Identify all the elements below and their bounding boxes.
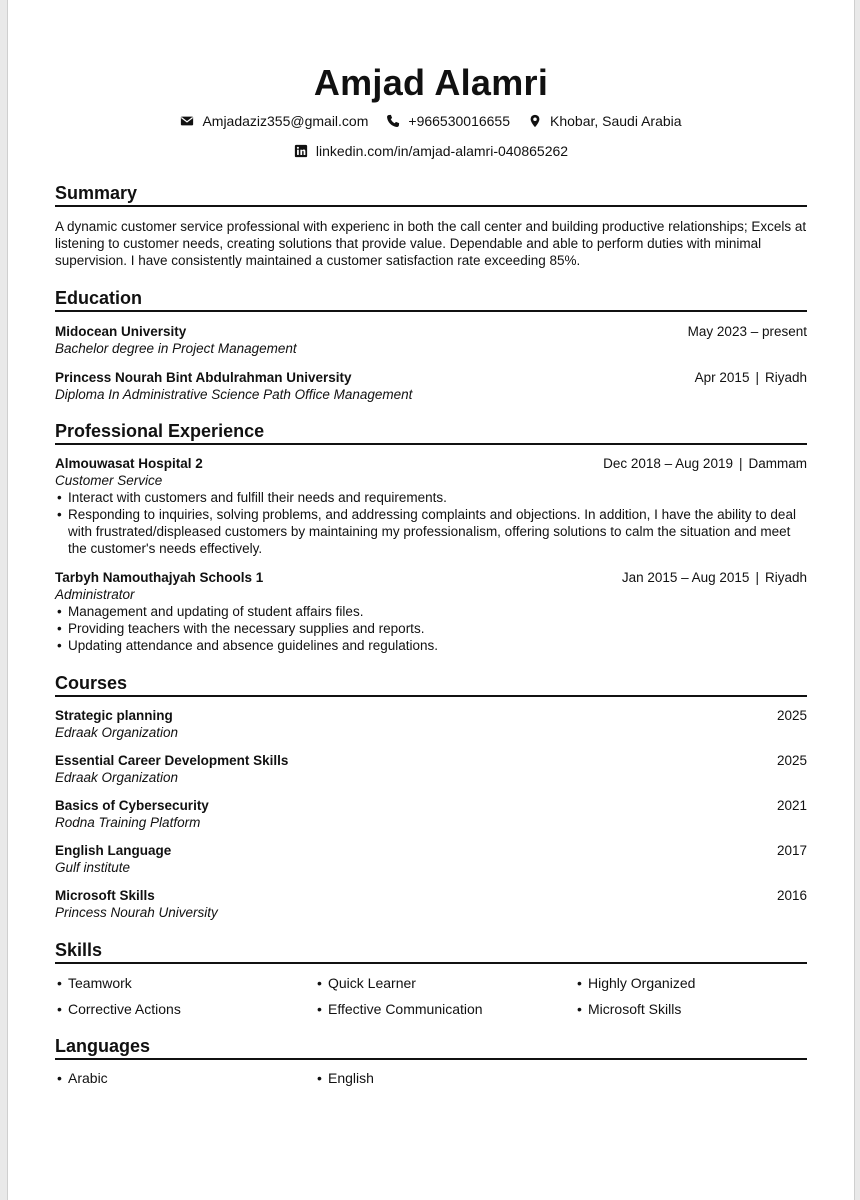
resume-page xyxy=(7,0,855,1200)
experience-bullet: • Management and updating of student affairs files. xyxy=(55,603,807,620)
contact-row xyxy=(55,113,807,129)
experience-date: Jan 2015 – Aug 2015 xyxy=(621,570,750,585)
languages-title: Languages xyxy=(55,1036,807,1060)
course-year: 2016 xyxy=(776,888,807,903)
course-name: Strategic planning xyxy=(55,708,173,723)
phone-text: +966530016655 xyxy=(408,113,510,129)
course-name: Microsoft Skills xyxy=(55,888,155,903)
experience-role: Administrator xyxy=(55,587,135,602)
experience-role: Customer Service xyxy=(55,473,163,488)
course-org: Edraak Organization xyxy=(55,770,179,785)
linkedin-icon xyxy=(294,144,308,158)
education-school: Midocean University xyxy=(55,324,187,339)
envelope-icon xyxy=(180,114,194,128)
course-name: Basics of Cybersecurity xyxy=(55,798,209,813)
skill-item: • Corrective Actions xyxy=(55,1001,181,1017)
contact-location xyxy=(528,113,682,129)
experience-org: Tarbyh Namouthajyah Schools 1 xyxy=(55,570,264,585)
course-entry xyxy=(55,797,807,831)
skill-item: • Quick Learner xyxy=(315,975,416,991)
education-entry-2: Princess Nourah Bint Abdulrahman University Apr 2015 | Riyadh Diploma In Administrative Science Path Office Management xyxy=(55,370,807,402)
contact-phone[interactable] xyxy=(386,113,510,129)
course-org: Princess Nourah University xyxy=(55,905,218,920)
education-degree: Diploma In Administrative Science Path Office Management xyxy=(55,387,413,402)
experience-bullet: • Updating attendance and absence guidelines and regulations. xyxy=(55,637,807,654)
experience-org: Almouwasat Hospital 2 xyxy=(55,456,203,471)
experience-entry-2: Tarbyh Namouthajyah Schools 1 Jan 2015 – Aug 2015 | Riyadh Administrator • Management and updating of student affairs files. • Providing teachers with the necessary supplies and reports. • Updating attendance and absence guidelines and regulations. xyxy=(55,569,807,654)
course-entry xyxy=(55,842,807,876)
education-place: Riyadh xyxy=(764,370,807,385)
language-item: • Arabic xyxy=(55,1070,108,1086)
contact-row-2 xyxy=(55,143,807,159)
course-name: Essential Career Development Skills xyxy=(55,753,289,768)
education-date: May 2023 – present xyxy=(687,324,807,339)
education-degree: Bachelor degree in Project Management xyxy=(55,341,297,356)
course-entry xyxy=(55,707,807,741)
linkedin-text: linkedin.com/in/amjad-alamri-040865262 xyxy=(315,143,569,159)
map-pin-icon xyxy=(528,114,542,128)
course-year: 2025 xyxy=(776,708,807,723)
course-year: 2025 xyxy=(776,753,807,768)
education-entry-1 xyxy=(55,323,807,357)
email-text: Amjadaziz355@gmail.com xyxy=(202,113,369,129)
education-school: Princess Nourah Bint Abdulrahman University xyxy=(55,370,352,385)
course-org: Edraak Organization xyxy=(55,725,179,740)
course-entry xyxy=(55,752,807,786)
skill-item: • Teamwork xyxy=(55,975,132,991)
course-year: 2017 xyxy=(776,843,807,858)
skill-item: • Effective Communication xyxy=(315,1001,483,1017)
experience-place: Dammam xyxy=(748,456,807,471)
experience-bullet: • Providing teachers with the necessary supplies and reports. xyxy=(55,620,807,637)
experience-entry-1: Almouwasat Hospital 2 Dec 2018 – Aug 2019 | Dammam Customer Service • Interact with customers and fulfill their needs and requirements. • Responding to inquiries, solving problems, and addressing complaints and objections. In addition, I have the ability to deal with frustrated/displeased customers by maintaining my professionalism, offering solutions to calm the situation and meet the customer's needs effectively. xyxy=(55,455,807,557)
experience-bullet: • Responding to inquiries, solving problems, and addressing complaints and objections. In addition, I have the ability to deal with frustrated/displeased customers by maintaining my professionalism, offering solutions to calm the situation and meet the customer's needs effectively. xyxy=(55,506,807,557)
contact-linkedin[interactable] xyxy=(294,143,568,159)
language-item: • English xyxy=(315,1070,374,1086)
course-name: English Language xyxy=(55,843,172,858)
phone-icon xyxy=(386,114,400,128)
experience-date: Dec 2018 – Aug 2019 xyxy=(603,456,733,471)
education-title: Education xyxy=(55,288,807,312)
course-year: 2021 xyxy=(776,798,807,813)
courses-title: Courses xyxy=(55,673,807,697)
skill-item: • Highly Organized xyxy=(575,975,695,991)
contact-email[interactable] xyxy=(180,113,368,129)
summary-text: A dynamic customer service professional with experienc in both the call center and building productive relationships; Excels at listening to customer needs, creating solutions that provide value. Dependable and able to perform duties with minimal supervision. I have consistently maintained a customer satisfaction rate exceeding 85%. xyxy=(55,219,807,268)
experience-title: Professional Experience xyxy=(55,421,807,445)
skill-item: • Microsoft Skills xyxy=(575,1001,681,1017)
experience-place: Riyadh xyxy=(764,570,807,585)
summary-title: Summary xyxy=(55,183,807,207)
candidate-name: Amjad Alamri xyxy=(313,62,549,103)
skills-title: Skills xyxy=(55,940,807,964)
education-date: Apr 2015 xyxy=(694,370,750,385)
experience-bullet: • Interact with customers and fulfill their needs and requirements. xyxy=(55,489,807,506)
course-org: Rodna Training Platform xyxy=(55,815,201,830)
location-text: Khobar, Saudi Arabia xyxy=(550,113,682,129)
course-org: Gulf institute xyxy=(55,860,131,875)
course-entry xyxy=(55,887,807,921)
